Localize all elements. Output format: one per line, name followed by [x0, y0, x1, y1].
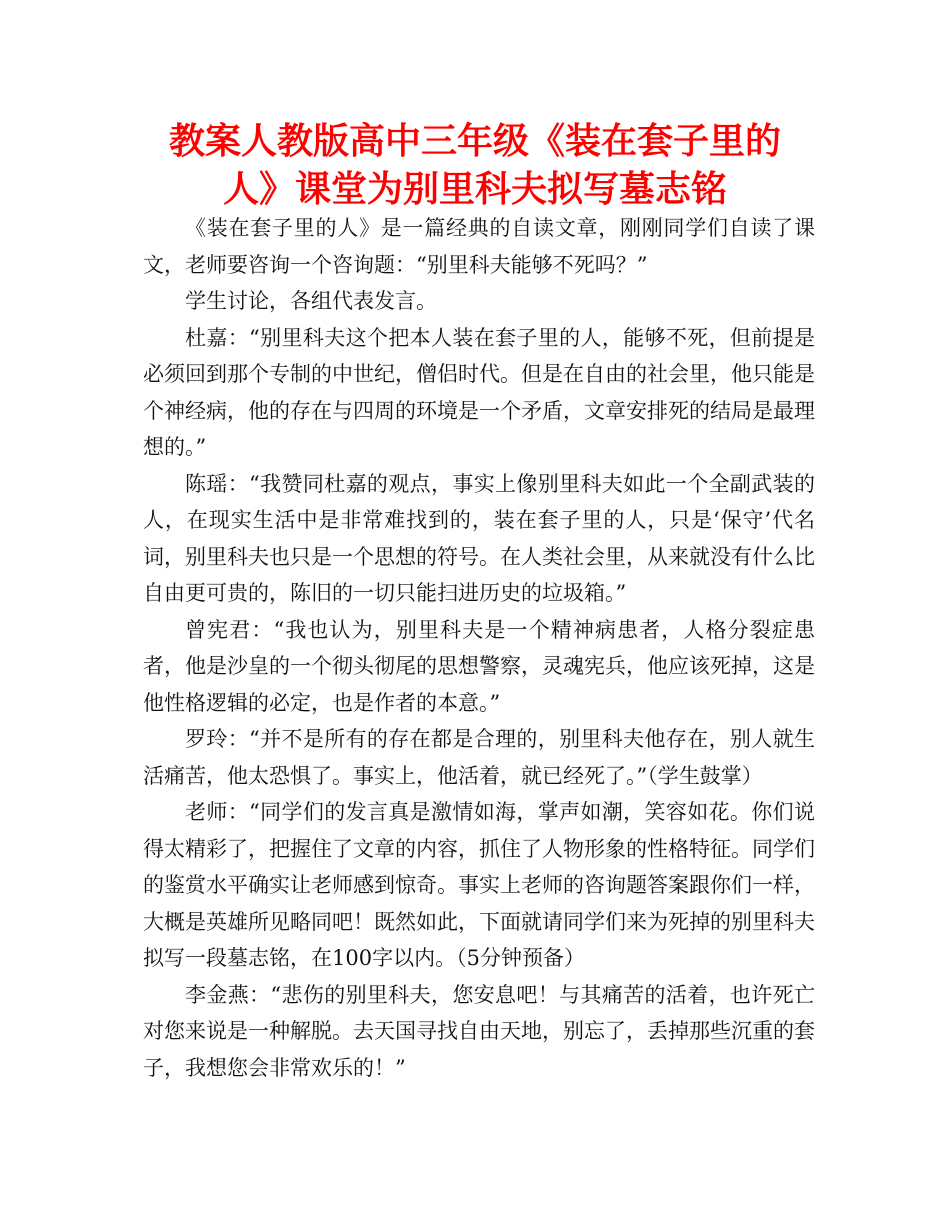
paragraph-zengxianjun: 曾宪君：“我也认为，别里科夫是一个精神病患者，人格分裂症患者，他是沙皇的一个彻头彻尾的思想警察，灵魂宪兵，他应该死掉，这是他性格逻辑的必定，也是作者的本意。” — [143, 617, 815, 715]
paragraph-discussion: 学生讨论，各组代表发言。 — [185, 289, 437, 313]
paragraph-chenyao: 陈瑶：“我赞同杜嘉的观点，事实上像别里科夫如此一个全副武装的人，在现实生活中是非常难找到的，装在套子里的人，只是‘保守’代名词，别里科夫也只是一个思想的符号。在人类社会里，从来就没有什么比自由更可贵的，陈旧的一切只能扫进历史的垃圾箱。” — [143, 471, 815, 605]
title-line-1: 教案人教版高中三年级《装在套子里的 — [168, 121, 781, 162]
document-title — [0, 118, 950, 214]
title-line-2: 人》课堂为别里科夫拟写墓志铭 — [222, 169, 727, 210]
paragraph-intro: 《装在套子里的人》是一篇经典的自读文章，刚刚同学们自读了课文，老师要咨询一个咨询题：“别里科夫能够不死吗？” — [143, 216, 815, 277]
paragraph-dujia: 杜嘉：“别里科夫这个把本人装在套子里的人，能够不死，但前提是必须回到那个专制的中世纪，僧侣时代。但是在自由的社会里，他只能是个神经病，他的存在与四周的环境是一个矛盾，文章安排死的结局是最理想的。” — [143, 325, 815, 459]
document-body — [143, 210, 815, 1086]
paragraph-teacher: 老师：“同学们的发言真是激情如海，掌声如潮，笑容如花。你们说得太精彩了，把握住了文章的内容，抓住了人物形象的性格特征。同学们的鉴赏水平确实让老师感到惊奇。事实上老师的咨询题答案跟你们一样，大概是英雄所见略同吧！既然如此，下面就请同学们来为死掉的别里科夫拟写一段墓志铭，在100字以内。（5分钟预备） — [143, 800, 815, 970]
paragraph-luoling: 罗玲：“并不是所有的存在都是合理的，别里科夫他存在，别人就生活痛苦，他太恐惧了。事实上，他活着，就已经死了。”（学生鼓掌） — [143, 727, 815, 788]
paragraph-lijinyan: 李金燕：“悲伤的别里科夫，您安息吧！与其痛苦的活着，也许死亡对您来说是一种解脱。去天国寻找自由天地，别忘了，丢掉那些沉重的套子，我想您会非常欢乐的！” — [143, 982, 815, 1080]
